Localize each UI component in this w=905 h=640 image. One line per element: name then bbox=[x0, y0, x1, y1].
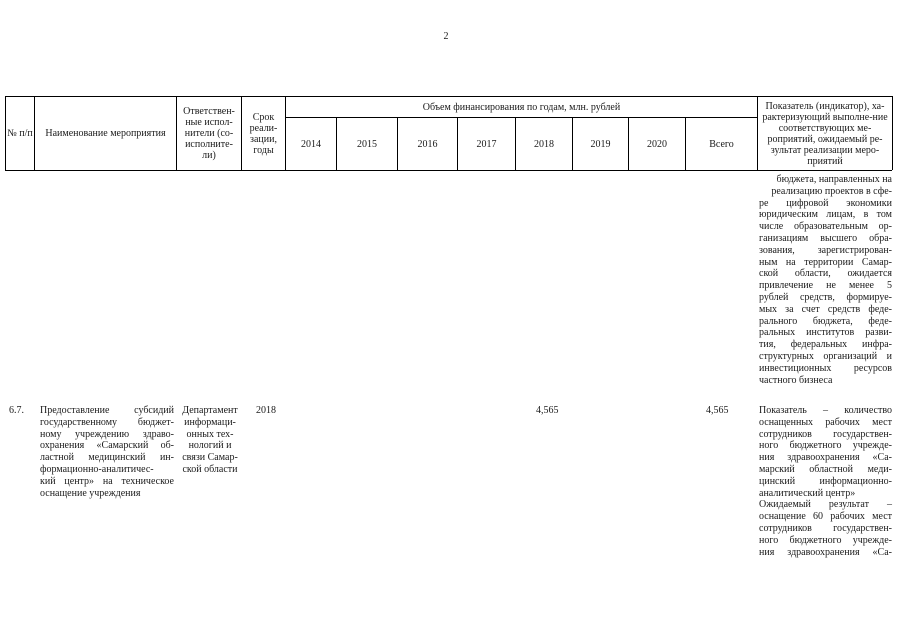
text-line: ного бюджетного учрежде- bbox=[759, 534, 892, 546]
header-year-2016: 2016 bbox=[417, 138, 438, 150]
text-line: кий центр» на техническое bbox=[40, 475, 174, 487]
text-line: оснащение учреждения bbox=[40, 487, 141, 499]
text-line: аналитический центр» bbox=[759, 487, 856, 499]
text-line: инвестиционных ресурсов bbox=[759, 362, 892, 374]
text-line: онных тех- bbox=[186, 428, 234, 440]
text-line: Предоставление субсидий bbox=[40, 405, 174, 416]
text-line: ния здравоохранения «Са- bbox=[759, 452, 892, 464]
row-value-2018: 4,565 bbox=[536, 405, 559, 416]
text-line: частного бизнеса bbox=[759, 374, 833, 386]
header-term: Срок реали-зации, годы bbox=[249, 111, 278, 156]
text-line: формационно-аналитичес- bbox=[40, 463, 154, 475]
text-line: цинский информационно- bbox=[759, 475, 892, 487]
text-line: реализацию проектов в сфе- bbox=[771, 185, 892, 197]
text-line: бюджета, направленных на bbox=[776, 174, 892, 185]
row-name bbox=[40, 405, 174, 499]
header-number: № п/п bbox=[7, 128, 33, 139]
text-line: Показатель – количество bbox=[759, 405, 892, 416]
header-indicator: Показатель (индикатор), ха-рактеризующий выполне-ние соответствующих ме-роприятий, ожидаемый ре-зультат реализации меро-приятий bbox=[762, 100, 888, 167]
header-year-2017: 2017 bbox=[476, 138, 497, 150]
text-line: связи Самар- bbox=[182, 452, 238, 464]
text-line: ластной медицинский ин- bbox=[40, 452, 174, 464]
row-indicator bbox=[759, 405, 892, 558]
text-line: ской области bbox=[182, 463, 238, 475]
text-line: ской области, ожидается bbox=[759, 268, 892, 280]
text-line: охранения «Самарский об- bbox=[40, 440, 174, 452]
header-year-2014: 2014 bbox=[301, 138, 321, 150]
text-line: информаци- bbox=[184, 416, 236, 428]
text-line: ре цифровой экономики bbox=[759, 197, 892, 209]
text-line: числе образовательным ор- bbox=[759, 221, 892, 233]
continuation-indicator bbox=[759, 174, 892, 386]
text-line: сотрудников государствен- bbox=[759, 522, 892, 534]
row-responsible bbox=[179, 405, 241, 476]
text-line: ганизациям высшего обра- bbox=[759, 232, 892, 244]
header-total: Всего bbox=[709, 138, 734, 150]
text-line: рублей средств, формируе- bbox=[759, 291, 892, 303]
header-year-2020: 2020 bbox=[647, 138, 667, 150]
text-line: рального бюджета, феде- bbox=[759, 315, 892, 327]
header-year-2019: 2019 bbox=[590, 138, 611, 150]
text-line: мых за счет средств феде- bbox=[759, 303, 892, 315]
header-responsible: Ответствен-ные испол-нители (со-исполните-ли) bbox=[183, 106, 235, 161]
text-line: ральных институтов разви- bbox=[759, 327, 892, 339]
text-line: зования, зарегистрирован- bbox=[759, 244, 892, 256]
text-line: государственному бюджет- bbox=[40, 416, 174, 428]
text-line: ным на территории Самар- bbox=[759, 256, 892, 268]
text-line: Департамент bbox=[182, 405, 238, 416]
header-year-2015: 2015 bbox=[357, 138, 377, 150]
page-number: 2 bbox=[443, 31, 449, 42]
text-line: оснащение 60 рабочих мест bbox=[759, 511, 892, 523]
text-line: нологий и bbox=[188, 440, 232, 452]
text-line: ного бюджетного учрежде- bbox=[759, 440, 892, 452]
header-year-2018: 2018 bbox=[534, 138, 554, 150]
text-line: юридическим лицам, в том bbox=[759, 209, 892, 221]
text-line: ному учреждению здраво- bbox=[40, 428, 174, 440]
text-line: оснащенных рабочих мест bbox=[759, 416, 892, 428]
text-line: структурных организаций и bbox=[759, 350, 892, 362]
row-term: 2018 bbox=[256, 405, 276, 416]
text-line: сотрудников государствен- bbox=[759, 428, 892, 440]
text-line: Ожидаемый результат – bbox=[759, 499, 892, 511]
text-line: привлечение не менее 5 bbox=[759, 280, 892, 292]
text-line: марский областной меди- bbox=[759, 463, 892, 475]
text-line: ния здравоохранения «Са- bbox=[759, 546, 892, 558]
row-total: 4,565 bbox=[706, 405, 729, 416]
text-line: тия, федеральных инфра- bbox=[759, 339, 892, 351]
header-name: Наименование мероприятия bbox=[45, 128, 166, 139]
row-number: 6.7. bbox=[9, 405, 24, 416]
header-financing: Объем финансирования по годам, млн. рублей bbox=[422, 101, 621, 113]
